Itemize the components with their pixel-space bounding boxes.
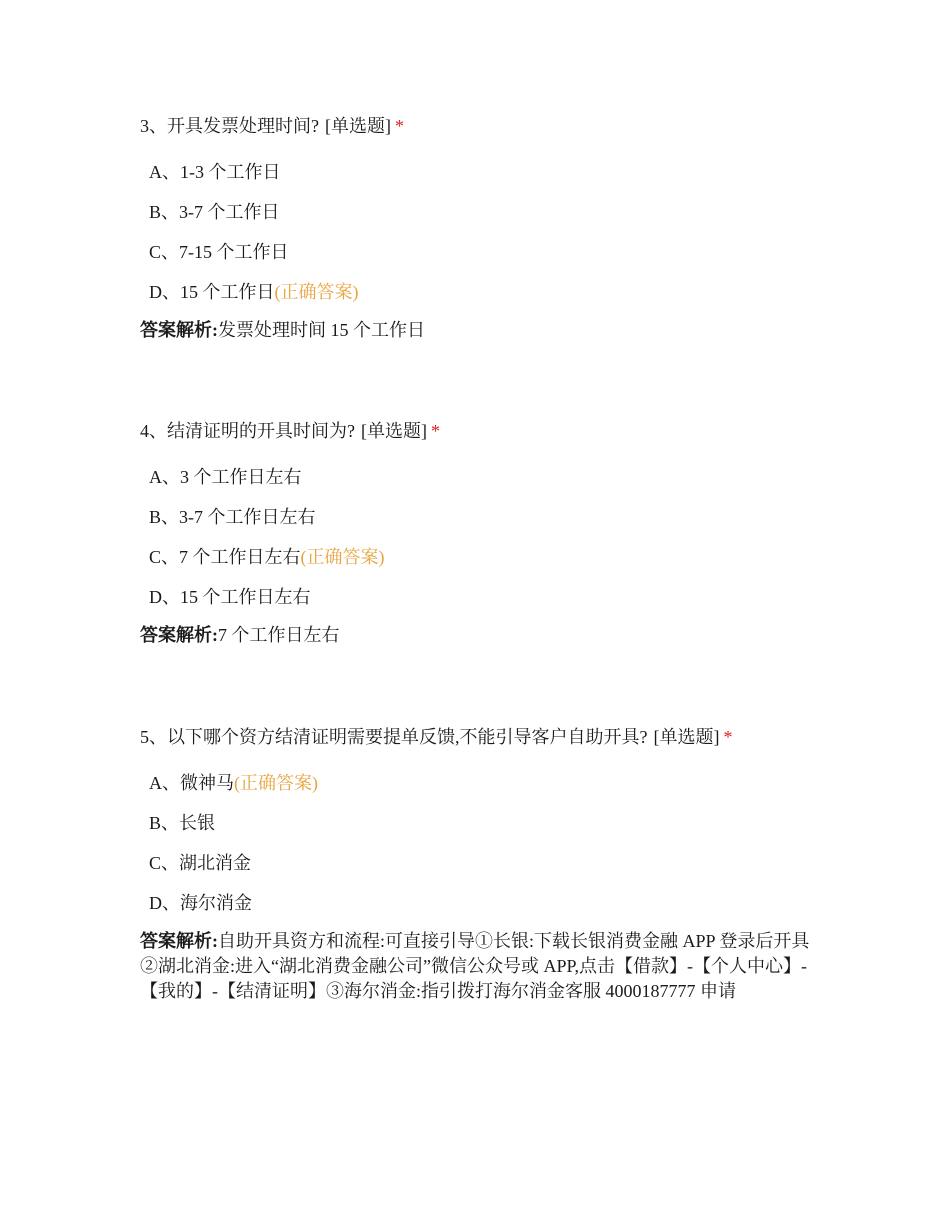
required-marker: *: [723, 727, 733, 747]
question-title: [140, 725, 810, 749]
analysis-label: 答案解析:: [140, 320, 218, 340]
option-text: C、7 个工作日左右: [149, 547, 301, 567]
answer-analysis: [140, 318, 810, 343]
option-text: D、海尔消金: [149, 893, 252, 913]
answer-analysis: [140, 623, 810, 648]
option-d[interactable]: [149, 585, 810, 609]
option-d[interactable]: [149, 280, 810, 304]
option-text: A、3 个工作日左右: [149, 467, 302, 487]
correct-answer-mark: (正确答案): [274, 282, 359, 302]
question-title: [140, 419, 810, 443]
option-a[interactable]: [149, 465, 810, 489]
option-text: B、3-7 个工作日左右: [149, 507, 316, 527]
question-type: [单选题]: [361, 421, 427, 441]
question-text: 5、以下哪个资方结清证明需要提单反馈,不能引导客户自助开具?: [140, 727, 648, 747]
analysis-text: 7 个工作日左右: [218, 625, 340, 645]
option-text: C、7-15 个工作日: [149, 242, 289, 262]
options-list: [140, 771, 810, 915]
option-d[interactable]: [149, 891, 810, 915]
analysis-text: 自助开具资方和流程:可直接引导①长银:下载长银消费金融 APP 登录后开具②湖北消金:进入“湖北消费金融公司”微信公众号或 APP,点击【借款】-【个人中心】-【我的】-【结清证明】③海尔消金:指引拨打海尔消金客服 4000187777 申请: [140, 931, 810, 1001]
analysis-label: 答案解析:: [140, 625, 218, 645]
option-text: A、1-3 个工作日: [149, 162, 281, 182]
options-list: [140, 465, 810, 609]
question-4: [140, 419, 810, 648]
option-c[interactable]: [149, 545, 810, 569]
option-b[interactable]: [149, 811, 810, 835]
question-5: [140, 725, 810, 1004]
analysis-text: 发票处理时间 15 个工作日: [218, 320, 425, 340]
option-text: D、15 个工作日: [149, 282, 275, 302]
question-type: [单选题]: [653, 727, 720, 747]
correct-answer-mark: (正确答案): [300, 547, 385, 567]
question-3: [140, 114, 810, 343]
option-text: B、3-7 个工作日: [149, 202, 280, 222]
required-marker: *: [395, 116, 404, 136]
option-text: A、微神马: [149, 773, 234, 793]
option-text: B、长银: [149, 813, 216, 833]
correct-answer-mark: (正确答案): [234, 773, 318, 793]
question-text: 4、结清证明的开具时间为?: [140, 421, 355, 441]
required-marker: *: [431, 421, 440, 441]
question-title: [140, 114, 810, 138]
option-c[interactable]: [149, 851, 810, 875]
option-text: D、15 个工作日左右: [149, 587, 311, 607]
option-c[interactable]: [149, 240, 810, 264]
option-a[interactable]: [149, 160, 810, 184]
question-text: 3、开具发票处理时间?: [140, 116, 319, 136]
options-list: [140, 160, 810, 304]
analysis-label: 答案解析:: [140, 931, 218, 951]
option-text: C、湖北消金: [149, 853, 252, 873]
question-type: [单选题]: [325, 116, 391, 136]
option-b[interactable]: [149, 200, 810, 224]
answer-analysis: [140, 929, 810, 1004]
option-a[interactable]: [149, 771, 810, 795]
option-b[interactable]: [149, 505, 810, 529]
